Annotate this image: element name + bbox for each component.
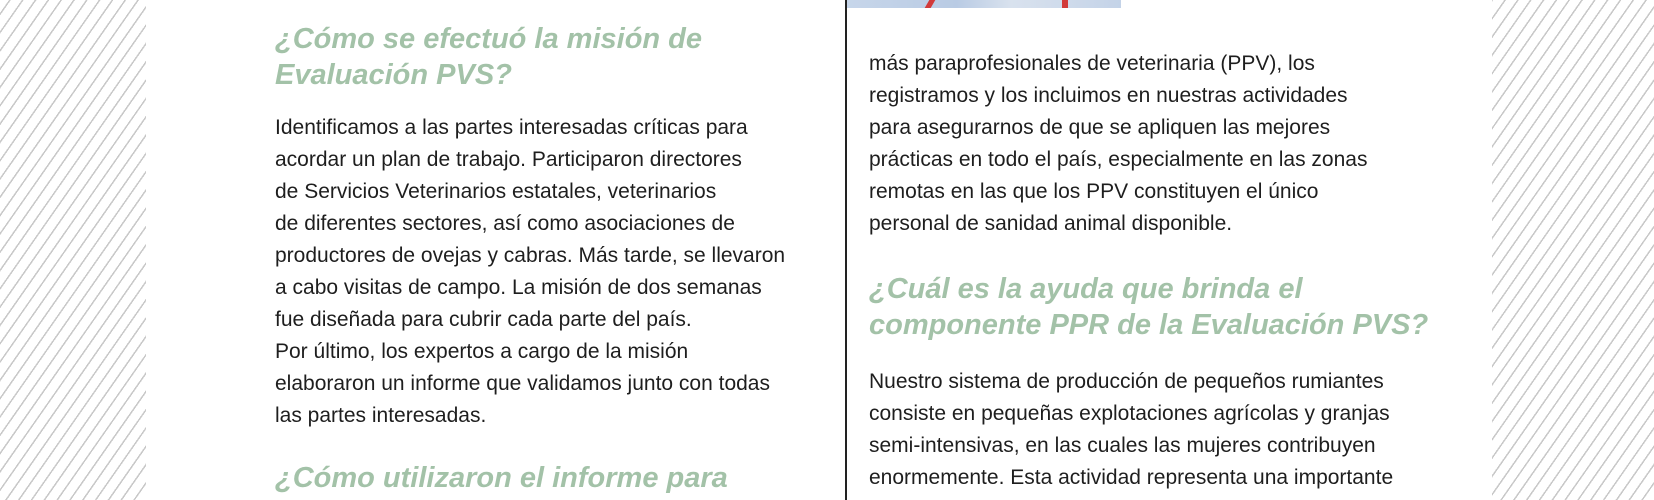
body-paragraph xyxy=(869,48,1367,240)
paragraph-line: registramos y los incluimos en nuestras actividades xyxy=(869,84,1348,107)
paragraph-line: de diferentes sectores, así como asociaciones de xyxy=(275,212,735,235)
paragraph-line: de Servicios Veterinarios estatales, veterinarios xyxy=(275,180,717,203)
heading-line: Evaluación PVS? xyxy=(275,59,512,91)
paragraph-line: consiste en pequeñas explotaciones agrícolas y granjas xyxy=(869,402,1390,425)
section-heading xyxy=(275,460,728,496)
column-divider xyxy=(845,0,847,500)
photo-bottom-edge xyxy=(847,0,1121,8)
heading-line: ¿Cuál es la ayuda que brinda el xyxy=(869,273,1303,305)
paragraph-line: prácticas en todo el país, especialmente en las zonas xyxy=(869,148,1368,171)
paragraph-line: fue diseñada para cubrir cada parte del país. xyxy=(275,308,692,331)
paragraph-line: Por último, los expertos a cargo de la misión xyxy=(275,340,689,363)
paragraph-line: a cabo visitas de campo. La misión de dos semanas xyxy=(275,276,762,299)
section-heading xyxy=(275,21,702,93)
paragraph-line: más paraprofesionales de veterinaria (PPV), los xyxy=(869,52,1315,75)
photo-red-detail xyxy=(1062,0,1068,8)
heading-line: componente PPR de la Evaluación PVS? xyxy=(869,309,1429,341)
paragraph-line: acordar un plan de trabajo. Participaron directores xyxy=(275,148,742,171)
paragraph-line: enormemente. Esta actividad representa una importante xyxy=(869,466,1394,489)
paragraph-line: semi-intensivas, en las cuales las mujeres contribuyen xyxy=(869,434,1376,457)
paragraph-line: las partes interesadas. xyxy=(275,404,487,427)
left-hatched-margin xyxy=(0,0,146,500)
paragraph-line: para asegurarnos de que se apliquen las mejores xyxy=(869,116,1331,139)
paragraph-line: remotas en las que los PPV constituyen el único xyxy=(869,180,1319,203)
body-paragraph xyxy=(275,112,785,432)
heading-line: ¿Cómo se efectuó la misión de xyxy=(275,23,703,55)
photo-red-detail xyxy=(925,0,936,8)
paragraph-line: Identificamos a las partes interesadas críticas para xyxy=(275,116,748,139)
right-hatched-margin xyxy=(1492,0,1654,500)
heading-line: ¿Cómo utilizaron el informe para xyxy=(275,462,728,494)
paragraph-line: elaboraron un informe que validamos junto con todas xyxy=(275,372,770,395)
body-paragraph xyxy=(869,366,1393,494)
paragraph-line: Nuestro sistema de producción de pequeños rumiantes xyxy=(869,370,1384,393)
paragraph-line: productores de ovejas y cabras. Más tarde, se llevaron xyxy=(275,244,786,267)
section-heading xyxy=(869,271,1428,343)
paragraph-line: personal de sanidad animal disponible. xyxy=(869,212,1233,235)
